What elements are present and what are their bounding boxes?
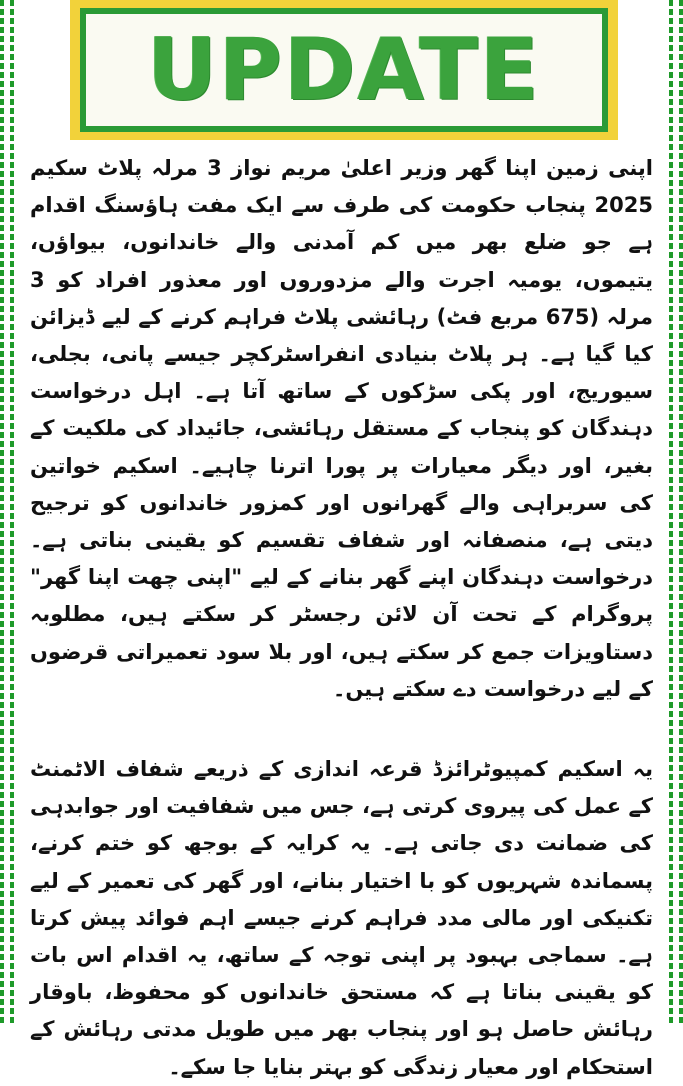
update-stamp-frame (80, 8, 608, 132)
left-decorative-border (0, 0, 14, 1024)
article-body (30, 150, 653, 1086)
article-paragraph-2: یہ اسکیم کمپیوٹرائزڈ قرعہ اندازی کے ذریعے شفاف الاٹمنٹ کے عمل کی پیروی کرتی ہے، جس میں شفافیت اور جوابدہی کی ضمانت دی جاتی ہے۔ یہ کرایہ کے بوجھ کو ختم کرنے، پسماندہ شہریوں کو با اختیار بنانے، اور گھر کی تعمیر کے لیے تکنیکی اور مالی مدد فراہم کرنے جیسے اہم فوائد پیش کرتا ہے۔ سماجی بہبود پر اپنی توجہ کے ساتھ، یہ اقدام اس بات کو یقینی بناتا ہے کہ مستحق خاندانوں کو محفوظ، باوقار رہائش حاصل ہو اور پنجاب بھر میں طویل مدتی رہائش کے استحکام اور معیار زندگی کو بہتر بنایا جا سکے۔ (30, 757, 653, 1079)
article-paragraph-1: اپنی زمین اپنا گھر وزیر اعلیٰ مریم نواز 3 مرلہ پلاٹ سکیم 2025 پنجاب حکومت کی طرف سے ایک مفت ہاؤسنگ اقدام ہے جو ضلع بھر میں کم آمدنی والے خاندانوں، بیواؤں، یتیموں، یومیہ اجرت والے مزدوروں اور معذور افراد کو 3 مرلہ (675 مربع فٹ) رہائشی پلاٹ فراہم کرنے کے لیے ڈیزائن کیا گیا ہے۔ ہر پلاٹ بنیادی انفراسٹرکچر جیسے پانی، بجلی، سیوریج، اور پکی سڑکوں کے ساتھ آتا ہے۔ اہل درخواست دہندگان کو پنجاب کے مستقل رہائشی، جائیداد کی ملکیت کے بغیر، اور دیگر معیارات پر پورا اترنا چاہیے۔ اسکیم خواتین کی سربراہی والے گھرانوں اور کمزور خاندانوں کو ترجیح دیتی ہے، منصفانہ اور شفاف تقسیم کو یقینی بناتی ہے۔ درخواست دہندگان اپنے گھر بنانے کے لیے "اپنی چھت اپنا گھر" پروگرام کے تحت آن لائن رجسٹر کر سکتے ہیں، مطلوبہ دستاویزات جمع کر سکتے ہیں، اور بلا سود تعمیراتی قرضوں کے لیے درخواست دے سکتے ہیں۔ (30, 156, 654, 701)
right-decorative-border (669, 0, 683, 1024)
update-banner (70, 0, 618, 140)
banner-title: UPDATE (147, 20, 541, 120)
